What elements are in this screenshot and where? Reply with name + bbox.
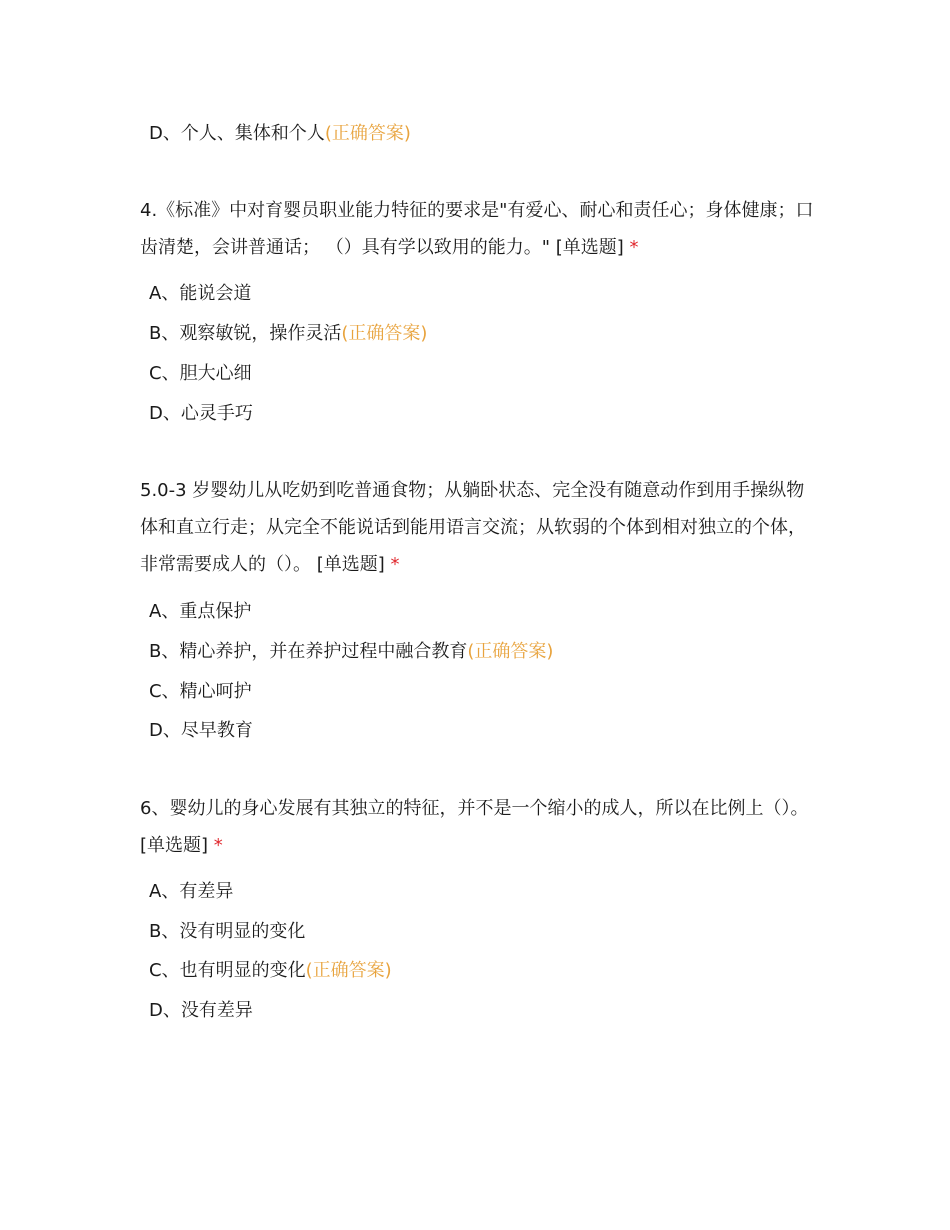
option-text: C、精心呵护 — [149, 681, 252, 702]
correct-answer-label: (正确答案) — [305, 960, 392, 981]
question-6-option-d — [149, 999, 253, 1023]
option-text: D、尽早教育 — [149, 720, 253, 741]
correct-answer-label: (正确答案) — [324, 123, 411, 144]
question-6-option-a — [149, 880, 233, 904]
option-text: C、也有明显的变化 — [149, 960, 306, 981]
question-5-option-c — [149, 680, 252, 704]
option-text: D、心灵手巧 — [149, 403, 253, 424]
correct-answer-label: (正确答案) — [341, 323, 428, 344]
question-5-option-d — [149, 719, 253, 743]
option-text: A、有差异 — [149, 881, 234, 902]
question-text: 4.《标准》中对育婴员职业能力特征的要求是"有爱心、耐心和责任心；身体健康；口齿清楚，会讲普通话； （）具有学以致用的能力。" [单选题] — [140, 200, 814, 258]
option-text: D、没有差异 — [149, 1000, 253, 1021]
option-text: A、重点保护 — [149, 601, 252, 622]
question-5-option-a — [149, 600, 251, 624]
correct-answer-label: (正确答案) — [467, 641, 554, 662]
question-4-option-d — [149, 402, 253, 426]
option-text: C、胆大心细 — [149, 363, 252, 384]
question-4 — [140, 192, 820, 266]
question-text: 5.0-3 岁婴幼儿从吃奶到吃普通食物；从躺卧状态、完全没有随意动作到用手操纵物体和直立行走；从完全不能说话到能用语言交流；从软弱的个体到相对独立的个体，非常需要成人的（）。 [单选题] — [140, 480, 806, 575]
question-4-option-a — [149, 282, 251, 306]
question-6 — [140, 790, 820, 864]
option-text: A、能说会道 — [149, 283, 252, 304]
option-text: B、精心养护，并在养护过程中融合教育 — [149, 641, 468, 662]
question-6-option-b — [149, 920, 305, 944]
option-text: B、观察敏锐，操作灵活 — [149, 323, 342, 344]
question-text: 6、婴幼儿的身心发展有其独立的特征，并不是一个缩小的成人，所以在比例上（）。 [单选题] — [140, 798, 809, 856]
question-6-option-c — [149, 959, 392, 983]
option-text: D、个人、集体和个人 — [149, 123, 325, 144]
required-mark: * — [213, 835, 223, 856]
required-mark: * — [629, 237, 639, 258]
required-mark: * — [390, 554, 400, 575]
option-text: B、没有明显的变化 — [149, 921, 306, 942]
question-5-option-b — [149, 640, 553, 664]
question-4-option-b — [149, 322, 427, 346]
option-prev-d — [149, 122, 411, 146]
question-4-option-c — [149, 362, 252, 386]
question-5 — [140, 472, 820, 583]
